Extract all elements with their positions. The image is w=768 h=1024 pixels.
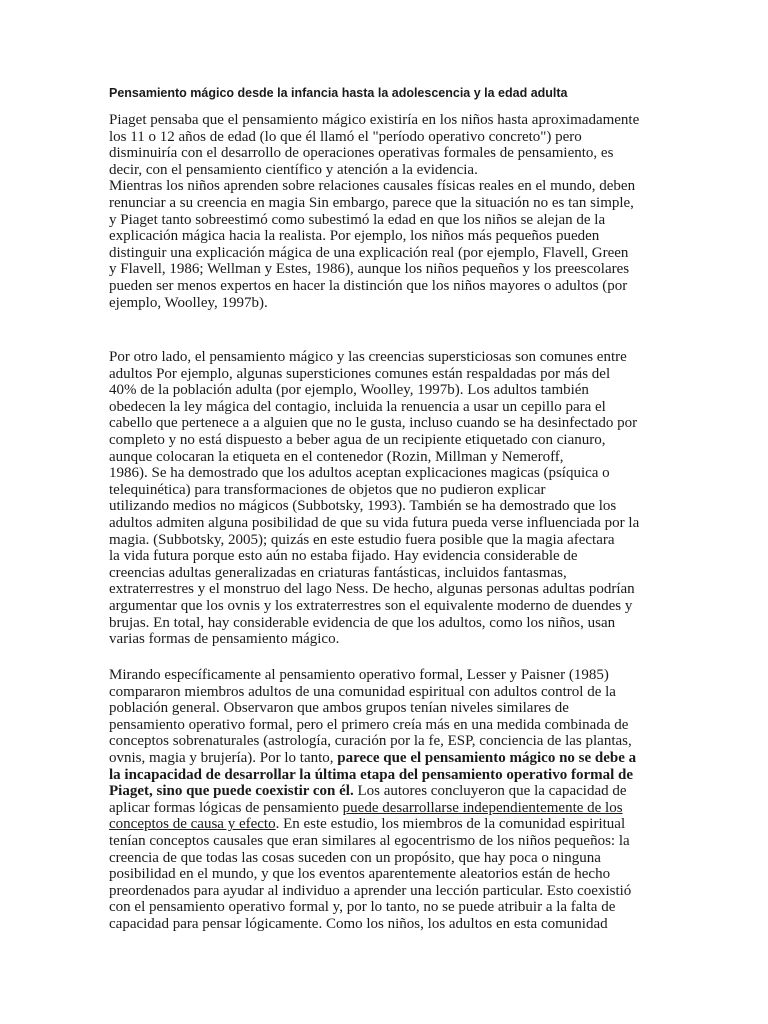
text-line: Por otro lado, el pensamiento mágico y las creencias supersticiosas son comunes entre xyxy=(109,349,627,365)
text-line: adultos admiten alguna posibilidad de que su vida futura pueda verse influenciada por la xyxy=(109,514,640,531)
text-line: preordenados para ayudar al individuo a aprender una lección particular. Esto coexistió xyxy=(109,882,632,899)
text-line: 1986). Se ha demostrado que los adultos aceptan explicaciones magicas (psíquica o xyxy=(109,465,610,482)
text-line: pensamiento operativo formal, pero el primero creía más en una medida combinada de xyxy=(109,716,629,733)
text-line: la vida futura porque esto aún no estaba fijado. Hay evidencia considerable de xyxy=(109,548,578,565)
bold-emphasis: Piaget, sino que puede coexistir con él. xyxy=(109,783,354,800)
underlined-emphasis: puede desarrollarse independientemente de los xyxy=(342,799,623,816)
text-line: completo y no está dispuesto a beber agua de un recipiente etiquetado con cianuro, xyxy=(109,431,606,448)
text-line xyxy=(109,800,669,817)
text-line: creencias adultas generalizadas en criaturas fantásticas, incluidos fantasmas, xyxy=(109,564,567,581)
document-title: Pensamiento mágico desde la infancia hasta la adolescencia y la edad adulta xyxy=(109,86,568,100)
text-line: y Piaget tanto sobreestimó como subestimó la edad en que los niños se alejan de la xyxy=(109,211,606,228)
text-line: distinguir una explicación mágica de una explicación real (por ejemplo, Flavell, Green xyxy=(109,244,629,261)
text-line: extraterrestres y el monstruo del lago Ness. De hecho, algunas personas adultas podrían xyxy=(109,581,635,598)
bold-emphasis: la incapacidad de desarrollar la última etapa del pensamiento operativo formal de xyxy=(109,766,634,783)
text-line: tenían conceptos causales que eran similares al egocentrismo de los niños pequeños: la xyxy=(109,832,630,849)
text-line xyxy=(109,750,669,767)
text-line: cabello que pertenece a a alguien que no le gusta, incluso cuando se ha desinfectado por xyxy=(109,415,638,432)
paragraph-2 xyxy=(109,349,669,648)
text-line: decir, con el pensamiento científico y atención a la evidencia. xyxy=(109,161,478,178)
text-line xyxy=(109,767,669,784)
text-line: pueden ser menos expertos en hacer la distinción que los niños mayores o adultos (por xyxy=(109,277,628,294)
text-line: población general. Observaron que ambos grupos tenían niveles similares de xyxy=(109,700,569,717)
paragraph-3 xyxy=(109,667,669,933)
text-line: argumentar que los ovnis y los extraterrestres son el equivalente moderno de duendes y xyxy=(109,597,633,614)
text-run: Los autores concluyeron que la capacidad de xyxy=(353,783,627,800)
text-line: magia. (Subbotsky, 2005); quizás en este estudio fuera posible que la magia afectara xyxy=(109,531,615,548)
text-line: utilizando medios no mágicos (Subbotsky, 1993). También se ha demostrado que los xyxy=(109,498,617,515)
bold-emphasis: parece que el pensamiento mágico no se debe a xyxy=(337,749,637,766)
text-line: telequinética) para transformaciones de objetos que no pudieron explicar xyxy=(109,481,546,498)
text-line: ejemplo, Woolley, 1997b). xyxy=(109,294,268,311)
paragraph-1 xyxy=(109,112,669,311)
text-line: disminuiría con el desarrollo de operaciones operativas formales de pensamiento, es xyxy=(109,145,614,162)
text-line: explicación mágica hacia la realista. Por ejemplo, los niños más pequeños pueden xyxy=(109,228,600,245)
text-line: Mirando específicamente al pensamiento operativo formal, Lesser y Paisner (1985) xyxy=(109,667,609,683)
text-line xyxy=(109,816,669,833)
text-line: capacidad para pensar lógicamente. Como los niños, los adultos en esta comunidad xyxy=(109,915,608,932)
text-line: compararon miembros adultos de una comunidad espiritual con adultos control de la xyxy=(109,683,616,700)
text-line: con el pensamiento operativo formal y, por lo tanto, no se puede atribuir a la falta de xyxy=(109,899,616,916)
text-line: adultos Por ejemplo, algunas supersticiones comunes están respaldadas por más del xyxy=(109,365,611,382)
text-line: 40% de la población adulta (por ejemplo, Woolley, 1997b). Los adultos también xyxy=(109,382,589,399)
text-line: Mientras los niños aprenden sobre relaciones causales físicas reales en el mundo, deben xyxy=(109,178,636,195)
text-line: obedecen la ley mágica del contagio, incluida la renuencia a usar un cepillo para el xyxy=(109,398,606,415)
text-line: y Flavell, 1986; Wellman y Estes, 1986), aunque los niños pequeños y los preescolares xyxy=(109,261,630,278)
text-run: aplicar formas lógicas de pensamiento xyxy=(109,799,343,816)
text-line: renunciar a su creencia en magia Sin embargo, parece que la situación no es tan simple, xyxy=(109,194,634,211)
text-line: creencia de que todas las cosas suceden con un propósito, que hay poca o ninguna xyxy=(109,849,601,866)
text-line xyxy=(109,783,669,800)
text-line: posibilidad en el mundo, y que los eventos aparentemente aleatorios están de hecho xyxy=(109,866,611,883)
text-line: aunque colocaran la etiqueta en el contenedor (Rozin, Millman y Nemeroff, xyxy=(109,448,564,465)
text-line: brujas. En total, hay considerable evidencia de que los adultos, como los niños, usan xyxy=(109,614,616,631)
text-line: conceptos sobrenaturales (astrología, curación por la fe, ESP, conciencia de las plantas, xyxy=(109,733,632,750)
text-run: . En este estudio, los miembros de la comunidad espiritual xyxy=(275,816,626,833)
text-line: Piaget pensaba que el pensamiento mágico existiría en los niños hasta aproximadamente xyxy=(109,112,640,128)
underlined-emphasis: conceptos de causa y efecto xyxy=(109,816,276,833)
text-line: los 11 o 12 años de edad (lo que él llamó el "período operativo concreto") pero xyxy=(109,128,582,145)
text-line: varias formas de pensamiento mágico. xyxy=(109,631,340,648)
text-run: ovnis, magia y brujería). Por lo tanto, xyxy=(109,749,338,766)
